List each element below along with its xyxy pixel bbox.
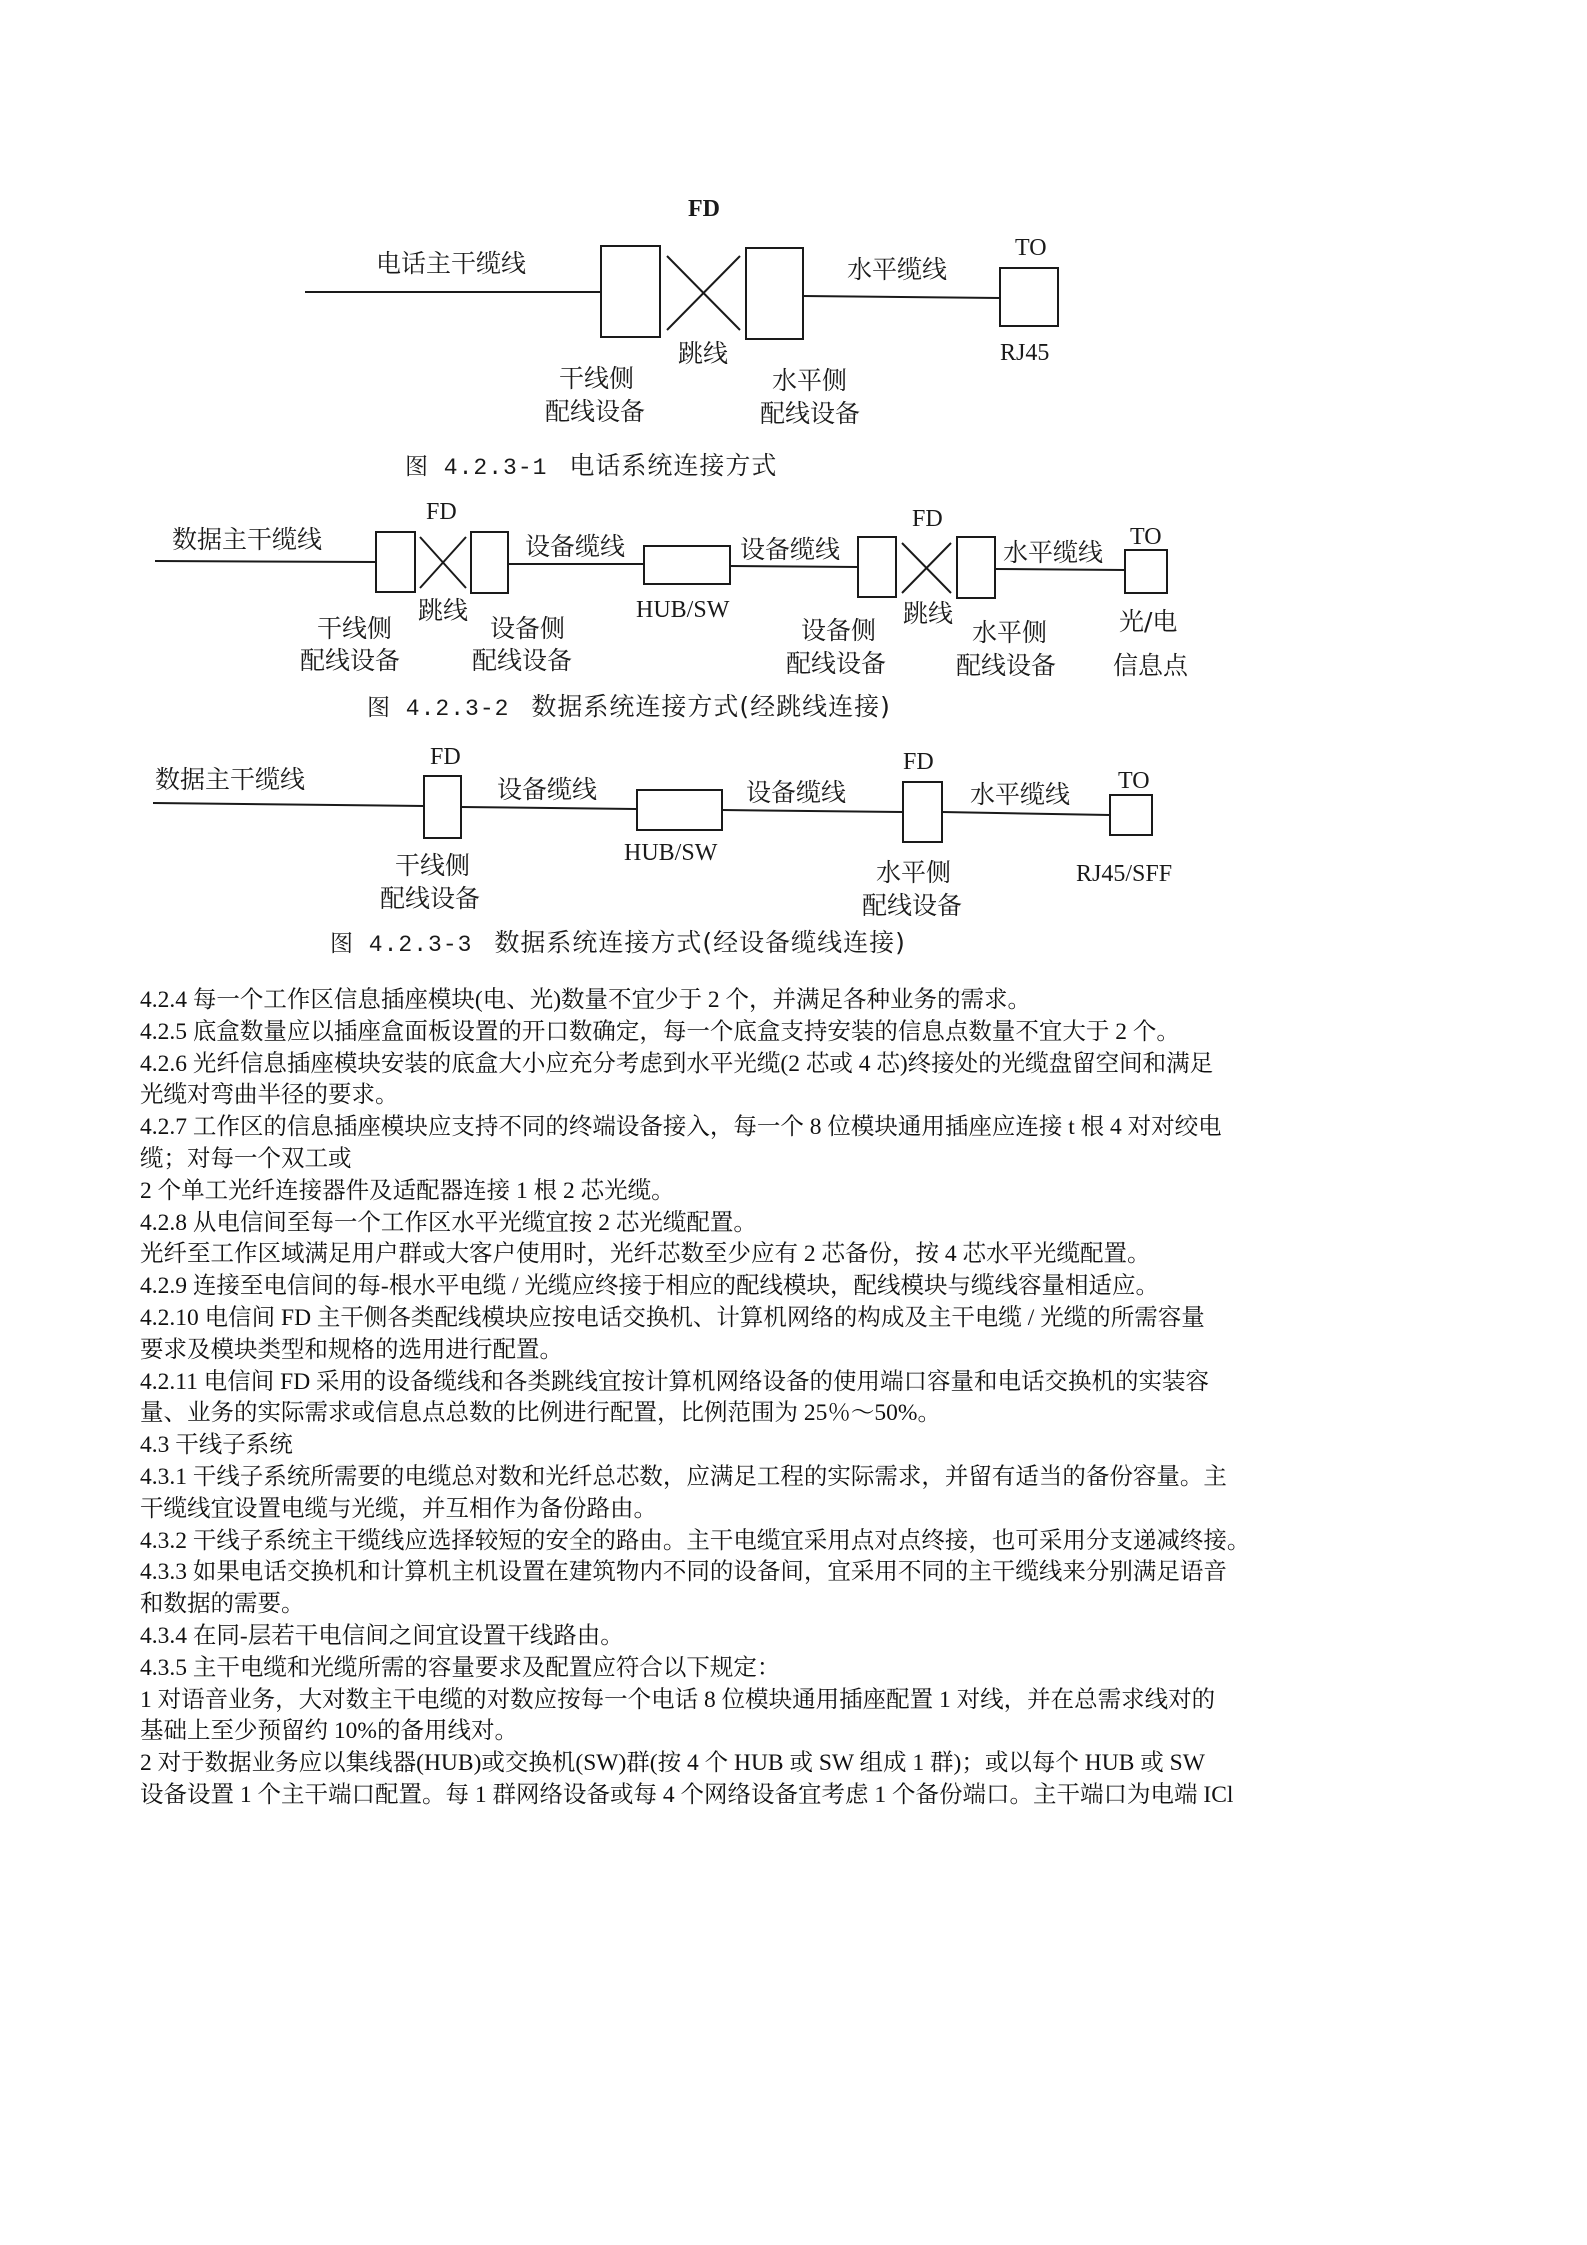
paragraph-4-2-8-cont: 光纤至工作区域满足用户群或大客户使用时，光纤芯数至少应有 2 芯备份，按 4 芯水平光缆配置。: [140, 1241, 1151, 1268]
paragraph-4-3-1-cont: 干缆线宜设置电缆与光缆，并互相作为备份路由。: [140, 1495, 657, 1522]
fd-right-label: FD: [912, 506, 943, 532]
backbone-cable-label: 电话主干缆线: [376, 249, 527, 278]
paragraph-4-2-11-cont: 量、业务的实际需求或信息点总数的比例进行配置，比例范围为 25％～50%。: [140, 1400, 941, 1427]
horizontal-side-label-2: 配线设备: [862, 891, 963, 920]
to-label: TO: [1015, 235, 1047, 261]
paragraph-4-2-6-cont: 光缆对弯曲半径的要求。: [140, 1082, 399, 1109]
figure-number: 图 4.2.3-2: [367, 696, 510, 722]
figure-title: 电话系统连接方式: [569, 451, 778, 480]
figure-number: 图 4.2.3-1: [405, 455, 548, 481]
paragraph-4-2-5: 4.2.5 底盒数量应以插座盒面板设置的开口数确定，每一个底盒支持安装的信息点数量不宜大于 2 个。: [140, 1018, 1180, 1045]
fd-left-label: FD: [430, 744, 461, 770]
backbone-side-label-1: 干线侧: [317, 614, 393, 643]
paragraph-4-2-9: 4.2.9 连接至电信间的每-根水平电缆 / 光缆应终接于相应的配线模块，配线模块与缆线容量相适应。: [140, 1273, 1159, 1300]
figure-title: 数据系统连接方式(经跳线连接): [531, 692, 891, 721]
backbone-cable-label: 数据主干缆线: [172, 525, 323, 554]
equipment-side-left-label-2: 配线设备: [472, 646, 573, 675]
paragraph-4-2-8: 4.2.8 从电信间至每一个工作区水平光缆宜按 2 芯光缆配置。: [140, 1209, 757, 1236]
equipment-side-left-label-1: 设备侧: [490, 614, 566, 643]
paragraph-4-2-7: 4.2.7 工作区的信息插座模块应支持不同的终端设备接入，每一个 8 位模块通用插座应连接 t 根 4 对对绞电: [140, 1114, 1222, 1141]
rj45-label: RJ45: [1000, 340, 1050, 366]
equipment-cable-left-label: 设备缆线: [497, 775, 598, 804]
horizontal-cable-label: 水平缆线: [970, 780, 1071, 809]
hub-sw-label: HUB/SW: [636, 597, 730, 623]
horizontal-side-label-1: 水平侧: [772, 366, 848, 395]
horizontal-cable-label: 水平缆线: [1003, 538, 1104, 567]
paragraph-4-3-2: 4.3.2 干线子系统主干缆线应选择较短的安全的路由。主干电缆宜采用点对点终接，也可采用分支递减终接。: [140, 1527, 1251, 1554]
horizontal-side-label-1: 水平侧: [876, 858, 952, 887]
list-item-2-cont: 设备设置 1 个主干端口配置。每 1 群网络设备或每 4 个网络设备宜考虑 1 个备份端口。主干端口为电端 ICl: [140, 1781, 1234, 1808]
fd-right-label: FD: [903, 749, 934, 775]
equipment-cable-left-label: 设备缆线: [525, 532, 626, 561]
body-text: [140, 985, 1460, 1812]
backbone-side-label-1: 干线侧: [559, 364, 635, 393]
horizontal-side-label-2: 配线设备: [956, 651, 1057, 680]
paragraph-4-3-3-cont: 和数据的需要。: [140, 1591, 305, 1618]
patch-cord-left-label: 跳线: [418, 596, 469, 625]
paragraph-4-2-4: 4.2.4 每一个工作区信息插座模块(电、光)数量不宜少于 2 个，并满足各种业务的需求。: [140, 987, 1032, 1013]
paragraph-4-2-7-cont: 缆；对每一个双工或: [140, 1145, 352, 1172]
paragraph-4-2-10-cont: 要求及模块类型和规格的选用进行配置。: [140, 1336, 563, 1363]
list-item-2: 2 对于数据业务应以集线器(HUB)或交换机(SW)群(按 4 个 HUB 或 SW 组成 1 群)；或以每个 HUB 或 SW: [140, 1750, 1205, 1777]
paragraph-4-3-4: 4.3.4 在同-层若干电信间之间宜设置干线路由。: [140, 1622, 624, 1649]
outlet-label-1: 光/电: [1119, 607, 1178, 636]
backbone-side-label-2: 配线设备: [380, 884, 481, 913]
figure-caption: [330, 930, 906, 957]
backbone-side-label-2: 配线设备: [545, 397, 646, 426]
list-item-1: 1 对语音业务，大对数主干电缆的对数应按每一个电话 8 位模块通用插座配置 1 对线，并在总需求线对的: [140, 1686, 1216, 1713]
paragraph-4-3-5: 4.3.5 主干电缆和光缆所需的容量要求及配置应符合以下规定：: [140, 1654, 781, 1681]
paragraph-4-2-10: 4.2.10 电信间 FD 主干侧各类配线模块应按电话交换机、计算机网络的构成及主干电缆 / 光缆的所需容量: [140, 1304, 1205, 1331]
paragraph-4-2-6: 4.2.6 光纤信息插座模块安装的底盒大小应充分考虑到水平光缆(2 芯或 4 芯)终接处的光缆盘留空间和满足: [140, 1050, 1214, 1077]
outlet-label: RJ45/SFF: [1076, 861, 1173, 887]
paragraph-4-2-7-cont-2: 2 个单工光纤连接器件及适配器连接 1 根 2 芯光缆。: [140, 1177, 675, 1204]
horizontal-side-label-2: 配线设备: [760, 399, 861, 428]
figure-title: 数据系统连接方式(经设备缆线连接): [494, 928, 906, 957]
list-item-1-cont: 基础上至少预留约 10%的备用线对。: [140, 1718, 518, 1745]
patch-cord-right-label: 跳线: [903, 599, 954, 628]
section-heading-4-3: 4.3 干线子系统: [140, 1432, 293, 1459]
to-label: TO: [1130, 524, 1162, 550]
figure-number: 图 4.2.3-3: [330, 932, 473, 958]
backbone-cable-label: 数据主干缆线: [155, 765, 306, 794]
equipment-side-right-label-2: 配线设备: [786, 649, 887, 678]
paragraph-4-2-11: 4.2.11 电信间 FD 采用的设备缆线和各类跳线宜按计算机网络设备的使用端口容量和电话交换机的实装容: [140, 1368, 1210, 1395]
equipment-cable-right-label: 设备缆线: [746, 778, 847, 807]
outlet-label-2: 信息点: [1113, 651, 1189, 680]
hub-sw-label: HUB/SW: [624, 840, 718, 866]
backbone-side-label-1: 干线侧: [395, 851, 471, 880]
to-label: TO: [1118, 768, 1150, 794]
horizontal-side-label-1: 水平侧: [972, 618, 1048, 647]
horizontal-cable-label: 水平缆线: [847, 255, 948, 284]
fd-left-label: FD: [426, 499, 457, 525]
backbone-side-label-2: 配线设备: [300, 646, 401, 675]
equipment-cable-right-label: 设备缆线: [740, 535, 841, 564]
paragraph-4-3-1: 4.3.1 干线子系统所需要的电缆总对数和光纤总芯数，应满足工程的实际需求，并留有适当的备份容量。主: [140, 1463, 1227, 1490]
patch-cord-label: 跳线: [678, 339, 729, 368]
equipment-side-right-label-1: 设备侧: [801, 616, 877, 645]
fd-label: FD: [688, 196, 720, 222]
data-equipment-connection-diagram: [0, 0, 1587, 960]
paragraph-4-3-3: 4.3.3 如果电话交换机和计算机主机设置在建筑物内不同的设备间，宜采用不同的主干缆线来分别满足语音: [140, 1559, 1227, 1586]
